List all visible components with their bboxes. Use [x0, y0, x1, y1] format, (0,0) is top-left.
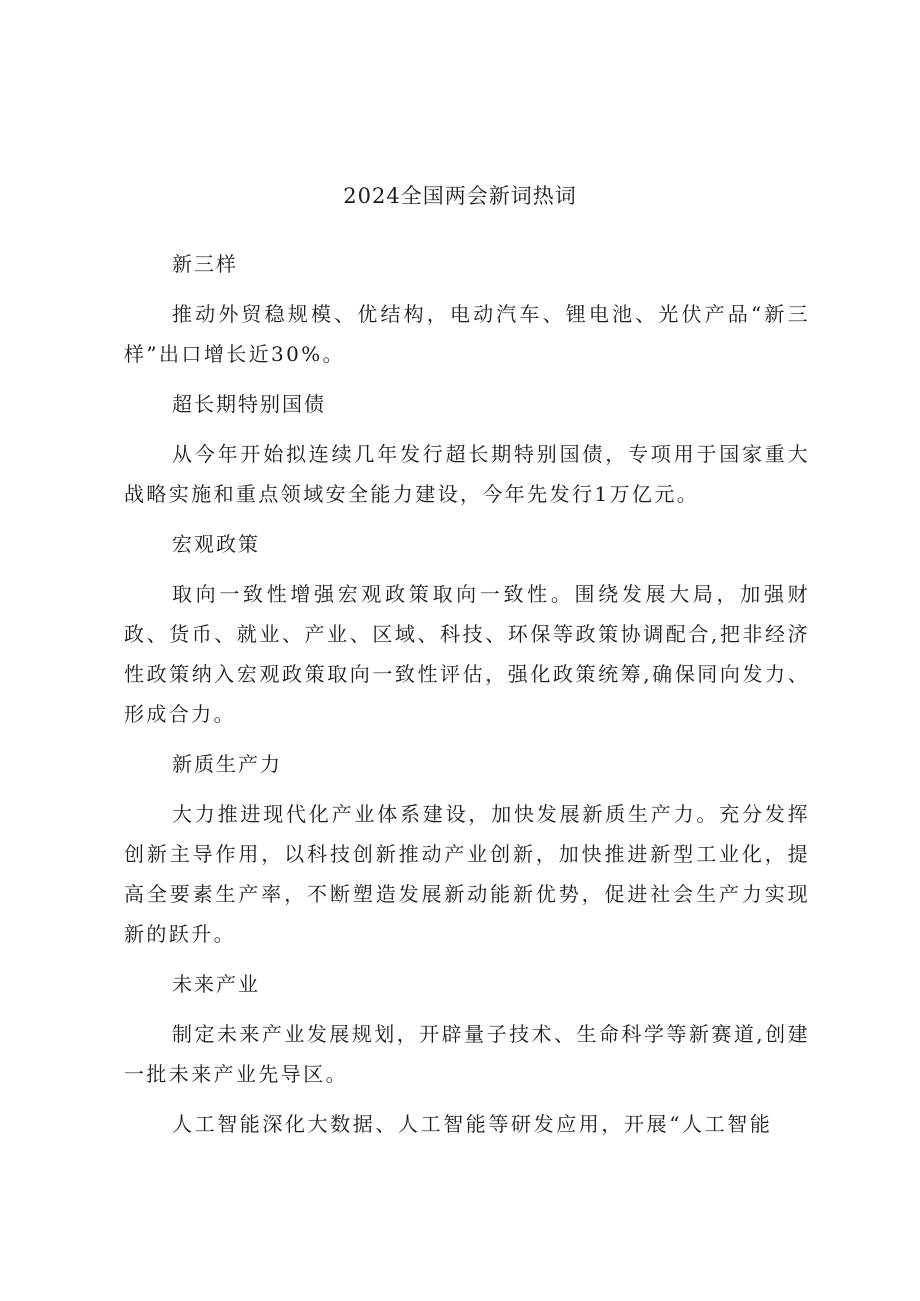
section-heading-new-productivity: 新质生产力: [172, 752, 282, 776]
document-title: 2024全国两会新词热词: [343, 184, 577, 208]
section-body-special-bonds: 从今年开始拟连续几年发行超长期特别国债，专项用于国家重大战略实施和重点领域安全能力建设，今年先发行1万亿元。: [124, 442, 810, 506]
section-body-macro-policy: 取向一致性增强宏观政策取向一致性。围绕发展大局，加强财政、货币、就业、产业、区域、科技、环保等政策协调配合,把非经济性政策纳入宏观政策取向一致性评估，强化政策统筹,确保同向发力、形成合力。: [124, 582, 810, 726]
section-body-new-productivity: 大力推进现代化产业体系建设，加快发展新质生产力。充分发挥创新主导作用，以科技创新推动产业创新，加快推进新型工业化，提高全要素生产率，不断塑造发展新动能新优势，促进社会生产力实现新的跃升。: [124, 802, 810, 946]
section-heading-future-industries: 未来产业: [172, 972, 260, 996]
document-body: [124, 244, 810, 1154]
section-heading-macro-policy: 宏观政策: [172, 532, 260, 556]
section-body-future-industries: 制定未来产业发展规划，开辟量子技术、生命科学等新赛道,创建一批未来产业先导区。: [124, 1022, 810, 1086]
section-body-new-three: 推动外贸稳规模、优结构，电动汽车、锂电池、光伏产品“新三样”出口增长近30%。: [124, 302, 810, 366]
section-heading-new-three: 新三样: [172, 252, 238, 276]
section-heading-special-bonds: 超长期特别国债: [172, 392, 326, 416]
trailing-paragraph-ai: 人工智能深化大数据、人工智能等研发应用，开展“人工智能: [172, 1112, 773, 1136]
